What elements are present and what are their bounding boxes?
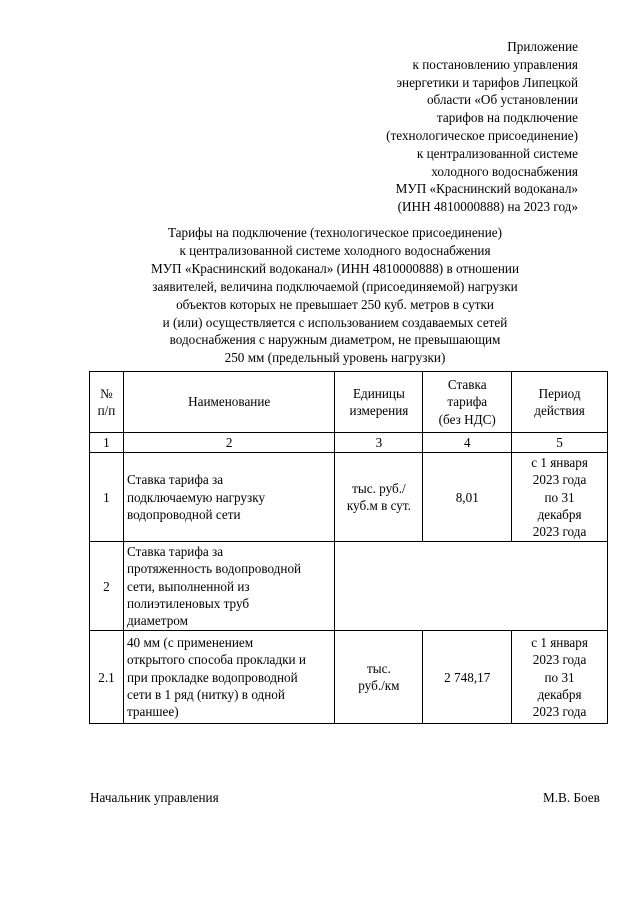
title-line: к централизованной системе холодного водоснабжения xyxy=(179,242,491,258)
appendix-block xyxy=(330,38,578,216)
header-num: № п/п xyxy=(90,372,124,433)
title-line: объектов которых не превышает 250 куб. метров в сутки xyxy=(176,296,494,312)
row-name: 40 мм (с применением открытого способа прокладки и при прокладке водопроводной сети в 1 ряд (нитку) в одной траншее) xyxy=(123,631,335,724)
row-num: 2.1 xyxy=(90,631,124,724)
table-row xyxy=(90,631,608,724)
appendix-line: Приложение xyxy=(507,39,578,54)
index-cell: 3 xyxy=(335,433,423,453)
appendix-line: МУП «Краснинский водоканал» xyxy=(395,181,578,197)
row-rate: 8,01 xyxy=(423,453,512,542)
header-name: Наименование xyxy=(123,372,335,433)
index-cell: 5 xyxy=(512,433,608,453)
tariff-table xyxy=(89,371,608,724)
index-cell: 4 xyxy=(423,433,512,453)
appendix-line: энергетики и тарифов Липецкой xyxy=(396,74,578,90)
appendix-line: к централизованной системе xyxy=(416,145,578,161)
row-units: тыс. руб./ куб.м в сут. xyxy=(335,453,423,542)
row-name: Ставка тарифа за протяженность водопроводной сети, выполненной из полиэтиленовых труб диаметром xyxy=(123,542,335,631)
appendix-line: (технологическое присоединение) xyxy=(386,127,578,143)
appendix-line: к постановлению управления xyxy=(412,56,578,72)
row-period: с 1 января 2023 года по 31 декабря 2023 года xyxy=(512,453,608,542)
row-units: тыс. руб./км xyxy=(335,631,423,724)
table-row xyxy=(90,542,608,631)
signature-position: Начальник управления xyxy=(90,790,219,805)
index-cell: 1 xyxy=(90,433,124,453)
title-line: МУП «Краснинский водоканал» (ИНН 4810000888) в отношении xyxy=(150,260,520,276)
signatory-name: М.В. Боев xyxy=(543,790,600,805)
title-line: заявителей, величина подключаемой (присоединяемой) нагрузки xyxy=(152,278,518,294)
row-num: 2 xyxy=(90,542,124,631)
row-empty-span xyxy=(335,542,608,631)
row-name: Ставка тарифа за подключаемую нагрузку водопроводной сети xyxy=(123,453,335,542)
document-title xyxy=(88,224,582,367)
title-line: водоснабжения с наружным диаметром, не превышающим xyxy=(169,332,501,348)
row-num: 1 xyxy=(90,453,124,542)
index-cell: 2 xyxy=(123,433,335,453)
table-header-row xyxy=(90,372,608,433)
header-rate: Ставка тарифа (без НДС) xyxy=(423,372,512,433)
row-period: с 1 января 2023 года по 31 декабря 2023 года xyxy=(512,631,608,724)
appendix-line: области «Об установлении xyxy=(426,92,578,108)
table-index-row xyxy=(90,433,608,453)
title-line: Тарифы на подключение (технологическое присоединение) xyxy=(167,225,503,240)
header-units: Единицы измерения xyxy=(335,372,423,433)
title-line: 250 мм (предельный уровень нагрузки) xyxy=(224,350,446,366)
title-line: и (или) осуществляется с использованием создаваемых сетей xyxy=(162,314,508,330)
table-row xyxy=(90,453,608,542)
appendix-line: (ИНН 4810000888) на 2023 год» xyxy=(397,199,578,215)
row-rate: 2 748,17 xyxy=(423,631,512,724)
appendix-line: холодного водоснабжения xyxy=(431,163,578,179)
header-period: Период действия xyxy=(512,372,608,433)
appendix-line: тарифов на подключение xyxy=(436,110,578,126)
